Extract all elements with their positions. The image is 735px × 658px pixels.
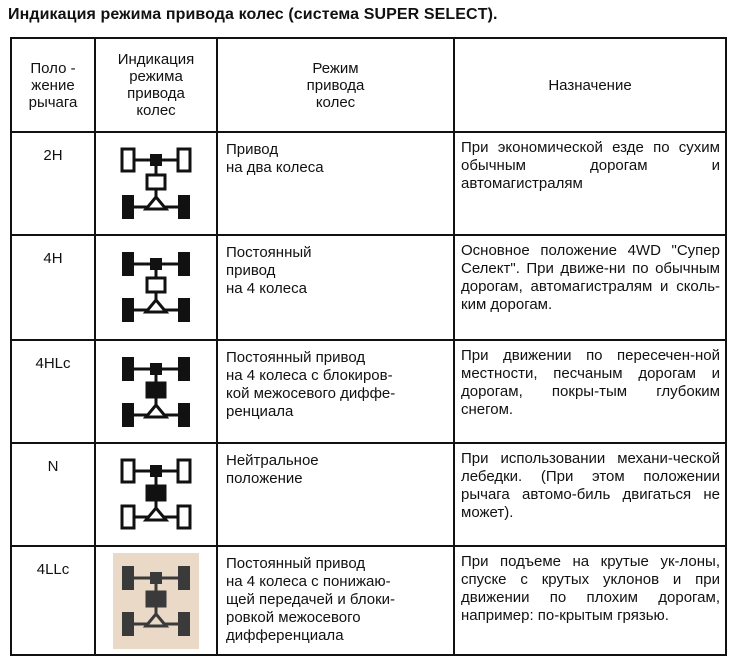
4wd-drive-icon: [116, 246, 196, 328]
drive-mode-text: Постоянный привод на 4 колеса с понижаю- щей передачей и блоки- ровкой межосевого дифференциала: [217, 546, 454, 655]
header-position: Поло - жение рычага: [11, 38, 95, 132]
2wd-drive-icon: [116, 143, 196, 225]
indicator-cell: [95, 235, 217, 340]
indicator-cell: [95, 340, 217, 443]
lever-position: 4HLc: [11, 340, 95, 443]
drive-mode-text: Постоянный привод на 4 колеса: [217, 235, 454, 340]
indicator-cell: [95, 546, 217, 655]
indicator-cell: [95, 443, 217, 546]
indicator-cell: [95, 132, 217, 235]
drive-mode-text: Привод на два колеса: [217, 132, 454, 235]
table-row: [11, 546, 726, 655]
drive-mode-text: Постоянный привод на 4 колеса с блокиров- кой межосевого диффе- ренциала: [217, 340, 454, 443]
4wd-low-locked-icon: [116, 553, 196, 642]
header-row: [11, 38, 726, 132]
lever-position: N: [11, 443, 95, 546]
page-title: Индикация режима привода колес (система SUPER SELECT).: [8, 6, 498, 23]
table-row: [11, 443, 726, 546]
neutral-drive-icon: [116, 454, 196, 536]
drive-mode-text: Нейтральное положение: [217, 443, 454, 546]
table-row: [11, 340, 726, 443]
header-mode: Режим привода колес: [217, 38, 454, 132]
header-indication: Индикация режима привода колес: [95, 38, 217, 132]
drive-mode-table: [10, 37, 727, 656]
lever-position: 2H: [11, 132, 95, 235]
lever-position: 4LLc: [11, 546, 95, 655]
purpose-text: Основное положение 4WD "Супер Селект". При движе-ни по обычным дорогам, автомагистралям и сколь-ким дорогам.: [454, 235, 726, 340]
purpose-text: При использовании механи-ческой лебедки. (При этом положении рычага автомо-биль двигаться не может).: [454, 443, 726, 546]
header-purpose: Назначение: [454, 38, 726, 132]
purpose-text: При подъеме на крутые ук-лоны, спуске с крутых уклонов и при движении по плохим дорогам, например: по-крытым грязью.: [454, 546, 726, 655]
lever-position: 4H: [11, 235, 95, 340]
purpose-text: При экономической езде по сухим обычным дорогам и автомагистралям: [454, 132, 726, 235]
table-row: [11, 132, 726, 235]
purpose-text: При движении по пересечен-ной местности, песчаным дорогам и дорогам, покры-тым глубоким снегом.: [454, 340, 726, 443]
table-row: [11, 235, 726, 340]
4wd-locked-center-icon: [116, 351, 196, 433]
